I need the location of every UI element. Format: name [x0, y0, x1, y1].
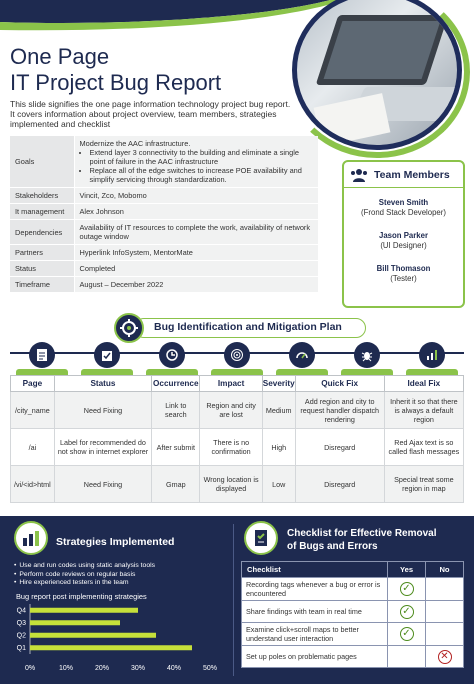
bar: [30, 645, 192, 650]
table-row: [242, 578, 464, 601]
table-cell: There is no confirmation: [200, 429, 262, 466]
team-title: Team Members: [374, 168, 450, 181]
member-role: (UI Designer): [380, 241, 427, 250]
table-cell: Low: [262, 466, 295, 503]
chart-icon: [419, 342, 445, 368]
table-cell: Red Ajax text is so called flash messages: [384, 429, 463, 466]
row-label: Stakeholders: [10, 188, 74, 204]
group-icon: [350, 168, 368, 182]
row-value: Availability of IT resources to complete the work, availability of network outage window: [74, 220, 318, 245]
bug-gear-icon: [114, 313, 144, 343]
row-label: It management: [10, 204, 74, 220]
bug-report-chart: [10, 588, 230, 678]
strategies-title: Strategies Implemented: [56, 536, 175, 548]
document-icon: [29, 342, 55, 368]
target-icon: [224, 342, 250, 368]
table-row: [11, 429, 464, 466]
goal-item: • Replace all of the edge switches to increase POE availability and simplify servicing through standardization.: [90, 166, 314, 184]
title-line-2: IT Project Bug Report: [10, 70, 222, 95]
column-header: Severity: [262, 376, 295, 392]
status-icon: [94, 342, 120, 368]
table-row: [10, 188, 318, 204]
bug-section-title: Bug Identification and Mitigation Plan: [154, 321, 342, 333]
x-tick-label: 20%: [94, 665, 110, 672]
row-value: August – December 2022: [74, 277, 318, 293]
column-header: Impact: [200, 376, 262, 392]
checklist-item: Share findings with team in real time: [242, 601, 388, 623]
table-cell: Label for recommended do not show in internet explorer: [54, 429, 151, 466]
table-row: [242, 623, 464, 646]
bar: [30, 633, 156, 638]
row-label: Partners: [10, 245, 74, 261]
page-description: This slide signifies the one page information technology project bug report. It covers information about project overview, team members, strategies implemented and checklist: [10, 99, 291, 129]
hero-image: [286, 0, 474, 150]
table-cell: High: [262, 429, 295, 466]
y-tick-label: Q2: [16, 632, 26, 640]
column-header: Checklist: [242, 562, 388, 578]
goals-cell: [74, 136, 318, 188]
check-icon: ✓: [400, 605, 414, 619]
column-header: Status: [54, 376, 151, 392]
table-cell: Gmap: [152, 466, 200, 503]
table-cell: Special treat some region in map: [384, 466, 463, 503]
x-tick-label: 40%: [166, 665, 182, 672]
page-title: [10, 44, 221, 96]
table-header-row: [11, 376, 464, 392]
checklist-title: [287, 527, 467, 553]
checklist-item: Recording tags whenever a bug or error is encountered: [242, 578, 388, 601]
column-header: No: [426, 562, 464, 578]
table-cell: Disregard: [295, 429, 384, 466]
row-value: Completed: [74, 261, 318, 277]
member-role: (Tester): [390, 274, 417, 283]
team-header: [344, 162, 463, 188]
member-name: Bill Thomason: [376, 264, 431, 273]
project-overview-table: [10, 136, 318, 293]
row-label: Timeframe: [10, 277, 74, 293]
column-header: Page: [11, 376, 55, 392]
table-cell: /vi/<id>html: [11, 466, 55, 503]
table-cell: Link to search: [152, 392, 200, 429]
column-header: Ideal Fix: [384, 376, 463, 392]
table-cell: Region and city are lost: [200, 392, 262, 429]
member-role: (Frond Stack Developer): [361, 208, 446, 217]
strategies-list: [14, 562, 224, 588]
table-row: [10, 220, 318, 245]
checklist-icon: [244, 521, 278, 555]
title-line-1: One Page: [10, 44, 110, 69]
row-value: Hyperlink InfoSystem, MentorMate: [74, 245, 318, 261]
member-name: Steven Smith: [378, 198, 429, 207]
team-member: [344, 264, 463, 284]
checklist-item: Set up poles on problematic pages: [242, 646, 388, 668]
table-row: [10, 245, 318, 261]
x-tick-label: 10%: [58, 665, 74, 672]
y-tick-label: Q3: [16, 619, 26, 627]
goal-item: • Extend layer 3 connectivity to the building and eliminate a single point of failure in the AAC infrastructure: [90, 148, 314, 166]
list-item: • Hire experienced testers in the team: [14, 579, 224, 588]
bar: [30, 620, 120, 625]
checklist-table: [241, 561, 464, 668]
table-cell: Wrong location is displayed: [200, 466, 262, 503]
table-row: [11, 392, 464, 429]
row-label: Goals: [10, 136, 74, 188]
row-value: Alex Johnson: [74, 204, 318, 220]
bar: [30, 608, 138, 613]
occurrence-icon: [159, 342, 185, 368]
table-row: [10, 277, 318, 293]
table-header-row: [242, 562, 464, 578]
table-row: [10, 261, 318, 277]
table-row: [10, 136, 318, 188]
y-tick-label: Q1: [16, 644, 26, 652]
team-members-card: [342, 160, 465, 308]
table-row: [10, 204, 318, 220]
table-cell: /city_name: [11, 392, 55, 429]
member-name: Jason Parker: [379, 231, 428, 240]
x-tick-label: 0%: [24, 665, 36, 672]
table-cell: After submit: [152, 429, 200, 466]
column-header: Quick Fix: [295, 376, 384, 392]
divider: [233, 524, 234, 676]
gauge-icon: [289, 342, 315, 368]
check-icon: ✓: [400, 582, 414, 596]
bug-section-header: [114, 313, 354, 341]
list-item: • Use and run codes using static analysis tools: [14, 562, 224, 571]
table-cell: Need Fixing: [54, 392, 151, 429]
table-cell: Medium: [262, 392, 295, 429]
table-cell: Need Fixing: [54, 466, 151, 503]
bug-icon: [354, 342, 380, 368]
checklist-item: Examine click+scroll maps to better understand user interaction: [242, 623, 388, 646]
row-value: Vincit, Zco, Mobomo: [74, 188, 318, 204]
table-row: [11, 466, 464, 503]
strategy-icon: [14, 521, 48, 555]
bar-chart-svg: [10, 588, 230, 678]
table-row: [242, 646, 464, 668]
checklist-title-line-2: of Bugs and Errors: [287, 541, 378, 552]
y-tick-label: Q4: [16, 607, 26, 615]
row-label: Status: [10, 261, 74, 277]
team-member: [344, 231, 463, 251]
list-item: • Perform code reviews on regular basis: [14, 571, 224, 580]
row-label: Dependencies: [10, 220, 74, 245]
chart-title: Bug report post implementing strategies: [16, 592, 147, 601]
column-header: Yes: [388, 562, 426, 578]
table-cell: Disregard: [295, 466, 384, 503]
table-row: [242, 601, 464, 623]
check-icon: ✓: [400, 627, 414, 641]
team-member: [344, 198, 463, 218]
bug-mitigation-table: [10, 375, 464, 503]
checklist-title-line-1: Checklist for Effective Removal: [287, 528, 437, 539]
table-cell: Inherit it so that there is always a default region: [384, 392, 463, 429]
cross-icon: ✕: [438, 650, 452, 664]
x-tick-label: 30%: [130, 665, 146, 672]
table-cell: Add region and city to request handler dispatch rendering: [295, 392, 384, 429]
column-header: Occurrence: [152, 376, 200, 392]
table-cell: /ai: [11, 429, 55, 466]
x-tick-label: 50%: [202, 665, 218, 672]
goal-intro: Modernize the AAC infrastructure.: [79, 139, 191, 148]
